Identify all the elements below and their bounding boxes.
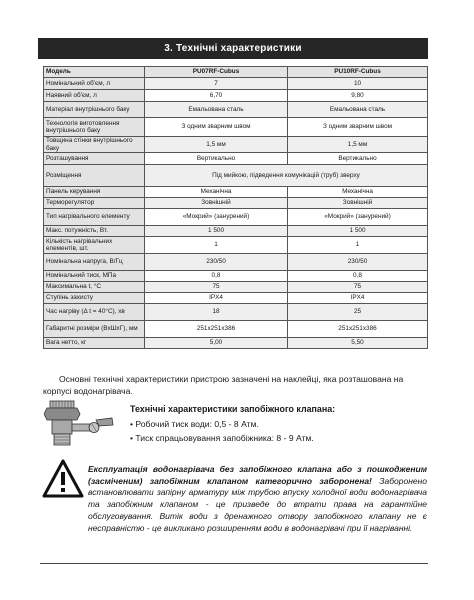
warning-triangle-icon	[42, 459, 84, 499]
row-label: Макс. потужність, Вт.	[44, 226, 145, 237]
row-label: Максимальна t, °C	[44, 282, 145, 293]
row-label: Номінальний тиск, МПа	[44, 271, 145, 282]
row-label: Вага нетто, кг	[44, 338, 145, 349]
section-header	[38, 38, 428, 59]
table-row	[44, 209, 428, 226]
table-row	[44, 78, 428, 90]
table-row	[44, 254, 428, 271]
value-pu07: З одним зварним швом	[145, 118, 288, 137]
value-pu10: 251x251x386	[288, 321, 428, 338]
value-pu10: 75	[288, 282, 428, 293]
value-pu07: 1	[145, 237, 288, 254]
table-row	[44, 338, 428, 349]
row-label: Терморегулятор	[44, 198, 145, 209]
value-merged: Під мийкою, підведення комунікацій (труб) зверху	[145, 165, 428, 187]
value-pu07: 5,00	[145, 338, 288, 349]
table-row	[44, 226, 428, 237]
value-pu07: Вертикально	[145, 153, 288, 165]
row-label: Матеріал внутрішнього баку	[44, 102, 145, 118]
value-pu07: 18	[145, 304, 288, 321]
table-row	[44, 271, 428, 282]
valve-working-pressure: • Робочий тиск води: 0,5 - 8 Атм.	[130, 419, 259, 429]
value-pu07: 251x251x386	[145, 321, 288, 338]
row-label: Тип нагрівального елементу	[44, 209, 145, 226]
table-row	[44, 198, 428, 209]
specs-table	[43, 66, 428, 349]
header-pu10: PU10RF-Cubus	[288, 67, 428, 78]
value-pu07: 6,70	[145, 90, 288, 102]
row-label: Розміщення	[44, 165, 145, 187]
row-label: Номінальна напруга, В/Гц	[44, 254, 145, 271]
value-pu07: Зовнішній	[145, 198, 288, 209]
table-row	[44, 293, 428, 304]
value-pu10: 230/50	[288, 254, 428, 271]
row-label: Розташування	[44, 153, 145, 165]
value-pu10: 25	[288, 304, 428, 321]
value-pu07: Емальована сталь	[145, 102, 288, 118]
table-row	[44, 187, 428, 198]
header-pu07: PU07RF-Cubus	[145, 67, 288, 78]
row-label: Ступінь захисту	[44, 293, 145, 304]
value-pu10: 10	[288, 78, 428, 90]
table-row	[44, 90, 428, 102]
table-row	[44, 237, 428, 254]
value-pu10: IPX4	[288, 293, 428, 304]
value-pu07: «Мокрий» (занурений)	[145, 209, 288, 226]
sticker-note: Основні технічні характеристики пристрою зазначені на наклейці, яка розташована на корпусі водонагрівача.	[43, 374, 404, 396]
value-pu07: IPX4	[145, 293, 288, 304]
value-pu07: 7	[145, 78, 288, 90]
table-row	[44, 137, 428, 153]
row-label: Час нагріву (Δ t = 40°C), хв	[44, 304, 145, 321]
value-pu10: 9,80	[288, 90, 428, 102]
value-pu10: 1,5 мм	[288, 137, 428, 153]
warning-body: Заборонено встановлювати запірну арматуру між трубою впуску холодної води водонагрівача та запобіжним клапаном - це призведе до втрати права на гарантійне обслуговування. Витік води з дренажного отвору запобіжного клапану не є несправністю - це викликано розширенням води в водонагрівачі при її нагріванні.	[88, 475, 427, 533]
row-label: Номінальний об'єм, л	[44, 78, 145, 90]
row-label: Наявний об'єм, л	[44, 90, 145, 102]
value-pu10: 0,8	[288, 271, 428, 282]
value-pu10: Зовнішній	[288, 198, 428, 209]
value-pu10: Емальована сталь	[288, 102, 428, 118]
row-label: Технологія виготовлення внутрішнього баку	[44, 118, 145, 137]
table-row	[44, 118, 428, 137]
row-label: Товщина стінки внутрішнього баку	[44, 137, 145, 153]
row-label: Габаритні розміри (ВхШхГ), мм	[44, 321, 145, 338]
value-pu10: «Мокрий» (занурений)	[288, 209, 428, 226]
safety-valve-icon	[44, 398, 116, 448]
value-pu10: 5,50	[288, 338, 428, 349]
value-pu07: 1 500	[145, 226, 288, 237]
value-pu07: 75	[145, 282, 288, 293]
row-label: Кількість нагрівальних елементів, шт.	[44, 237, 145, 254]
value-pu07: 0,8	[145, 271, 288, 282]
value-pu10: Вертикально	[288, 153, 428, 165]
table-header-row	[44, 67, 428, 78]
value-pu07: 1,5 мм	[145, 137, 288, 153]
warning-text	[88, 464, 427, 534]
table-row	[44, 282, 428, 293]
value-pu07: Механічна	[145, 187, 288, 198]
bottom-divider	[40, 563, 428, 564]
valve-specs-title: Технічні характеристики запобіжного клапана:	[130, 404, 336, 414]
value-pu07: 230/50	[145, 254, 288, 271]
value-pu10: З одним зварним швом	[288, 118, 428, 137]
value-pu10: Механічна	[288, 187, 428, 198]
warning-bold: Експлуатація водонагрівача без запобіжного клапана або з пошкодженим (засміченим) запобіжним клапаном категорично заборонена!	[88, 464, 427, 486]
header-model: Модель	[44, 67, 145, 78]
table-row	[44, 153, 428, 165]
table-row	[44, 304, 428, 321]
table-row	[44, 165, 428, 187]
value-pu10: 1	[288, 237, 428, 254]
table-row	[44, 102, 428, 118]
value-pu10: 1 500	[288, 226, 428, 237]
valve-trigger-pressure: • Тиск спрацьовування запобіжника: 8 - 9 Атм.	[130, 433, 314, 443]
table-row	[44, 321, 428, 338]
row-label: Панель керування	[44, 187, 145, 198]
section-title: 3. Технічні характеристики	[164, 43, 302, 54]
